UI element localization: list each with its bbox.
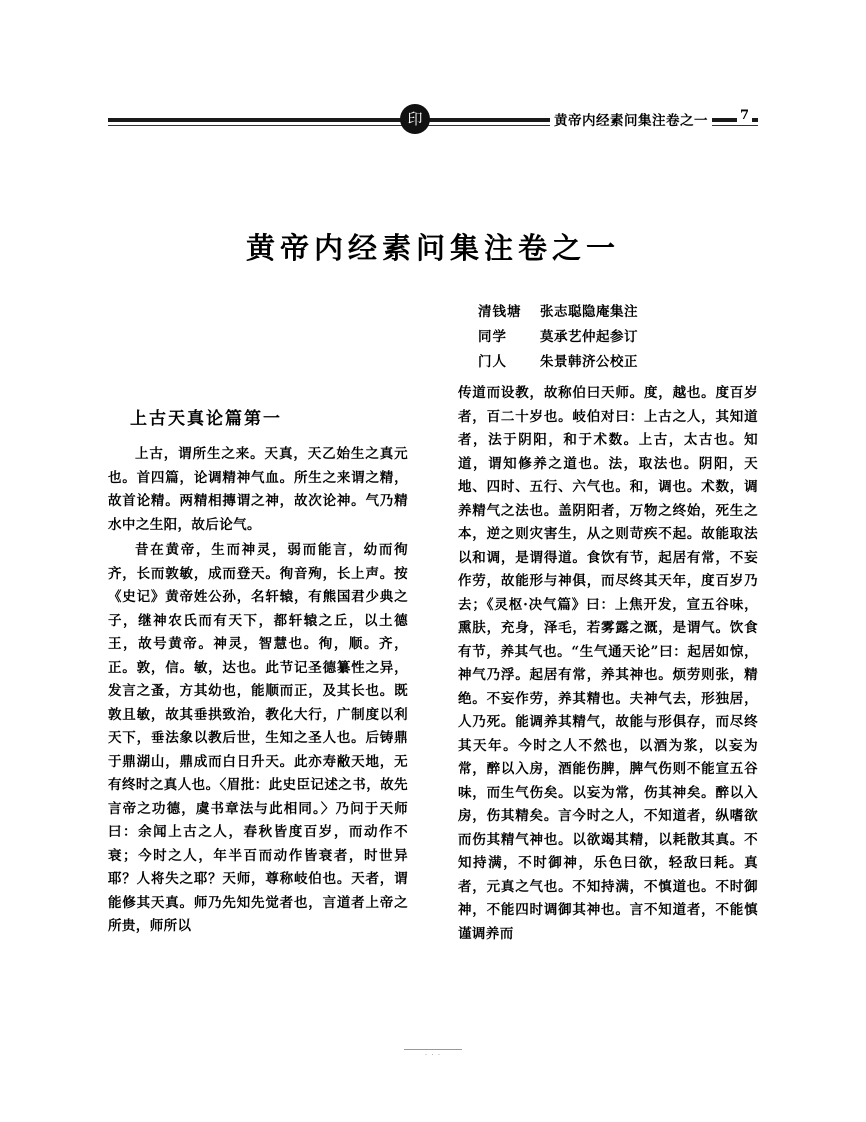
paragraph: 昔在黄帝，生而神灵，弱而能言，幼而徇齐，长而敦敏，成而登天。徇音殉，长上声。按《史记》黄帝姓公孙，名轩辕，有熊国君少典之子，继神农氏而有天下，都轩辕之丘，以土德王，故号黄帝。神灵，智慧也。徇，顺。齐，正。敦，信。敏，达也。此节记圣德纂性之异，发言之蚤，方其幼也，能顺而正，及其长也。既敦且敏，故其垂拱致治，教化大行，广制度以利天下，垂法象以教后世，生知之圣人也。后铸鼎于鼎湖山，鼎成而白日升天。此亦寿敝天地，无有终时之真人也。〈眉批：此史臣记述之书，故先言帝之功德，虞书章法与此相同。〉乃问于天师曰：余闻上古之人，春秋皆度百岁，而动作不衰；今时之人，年半百而动作皆衰者，时世异耶？人将失之耶？天师，尊称岐伯也。天者，谓能修其天真。师乃先知先觉者也，言道者上帝之所贵，师所以 bbox=[108, 542, 408, 934]
byline-block bbox=[478, 300, 768, 375]
byline-name: 张志聪隐庵集注 bbox=[540, 304, 638, 320]
running-head-title: 黄帝内经素问集注卷之一 bbox=[550, 109, 712, 129]
column-right bbox=[458, 382, 758, 948]
column-left bbox=[108, 382, 408, 941]
footer-rule bbox=[404, 1049, 462, 1050]
page-number: 7 bbox=[737, 108, 752, 123]
section-title: 上古天真论篇第一 bbox=[130, 409, 282, 429]
byline-row bbox=[478, 350, 768, 375]
byline-role: 同学 bbox=[478, 329, 507, 345]
paragraph: 传道而设教，故称伯曰天师。度，越也。度百岁者，百二十岁也。岐伯对曰：上古之人，其知道者，法于阴阳，和于术数。上古，太古也。知道，谓知修养之道也。法，取法也。阴阳，天地、四时、五行、六气也。和，调也。术数，调养精气之法也。盖阴阳者，万物之终始，死生之本，逆之则灾害生，从之则苛疾不起。故能取法以和调，是谓得道。食饮有节，起居有常，不妄作劳，故能形与神俱，而尽终其天年，度百岁乃去；《灵枢·决气篇》曰：上焦开发，宣五谷味，熏肤，充身，泽毛，若雾露之溉，是谓气。饮食有节，养其气也。“生气通天论”曰：起居如惊，神气乃浮。起居有常，养其神也。烦劳则张，精绝。不妄作劳，养其精也。夫神气去，形独居，人乃死。能调养其精气，故能与形俱存，而尽终其天年。今时之人不然也，以酒为浆，以妄为常，醉以入房，酒能伤脾，脾气伤则不能宣五谷味，而生气伤矣。以妄为常，伤其神矣。醉以入房，伤其精矣。言今时之人，不知道者，纵嗜欲而伤其精气神也。以欲竭其精，以耗散其真。不知持满，不时御神，乐色曰欲，轻敌曰耗。真者，元真之气也。不知持满，不慎道也。不时御神，不能四时调御其神也。言不知道者，不能慎谨调养而 bbox=[458, 385, 758, 942]
running-head bbox=[108, 104, 758, 134]
seal-icon: 印 bbox=[400, 104, 430, 134]
byline-role: 清钱塘 bbox=[478, 304, 522, 320]
byline-name: 朱景韩济公校正 bbox=[540, 354, 638, 370]
byline-name: 莫承艺仲起参订 bbox=[540, 329, 638, 345]
footer-mark: · · · bbox=[424, 1051, 442, 1059]
page-title: 黄帝内经素问集注卷之一 bbox=[245, 231, 620, 265]
paragraph: 上古，谓所生之来。天真，天乙始生之真元也。首四篇，论调精神气血。所生之来谓之精，故首论精。两精相摶谓之神，故次论神。气乃精水中之生阳，故后论气。 bbox=[108, 446, 408, 533]
body-columns bbox=[108, 382, 758, 1012]
byline-row bbox=[478, 325, 768, 350]
byline-role: 门人 bbox=[478, 354, 507, 370]
byline-row bbox=[478, 300, 768, 325]
